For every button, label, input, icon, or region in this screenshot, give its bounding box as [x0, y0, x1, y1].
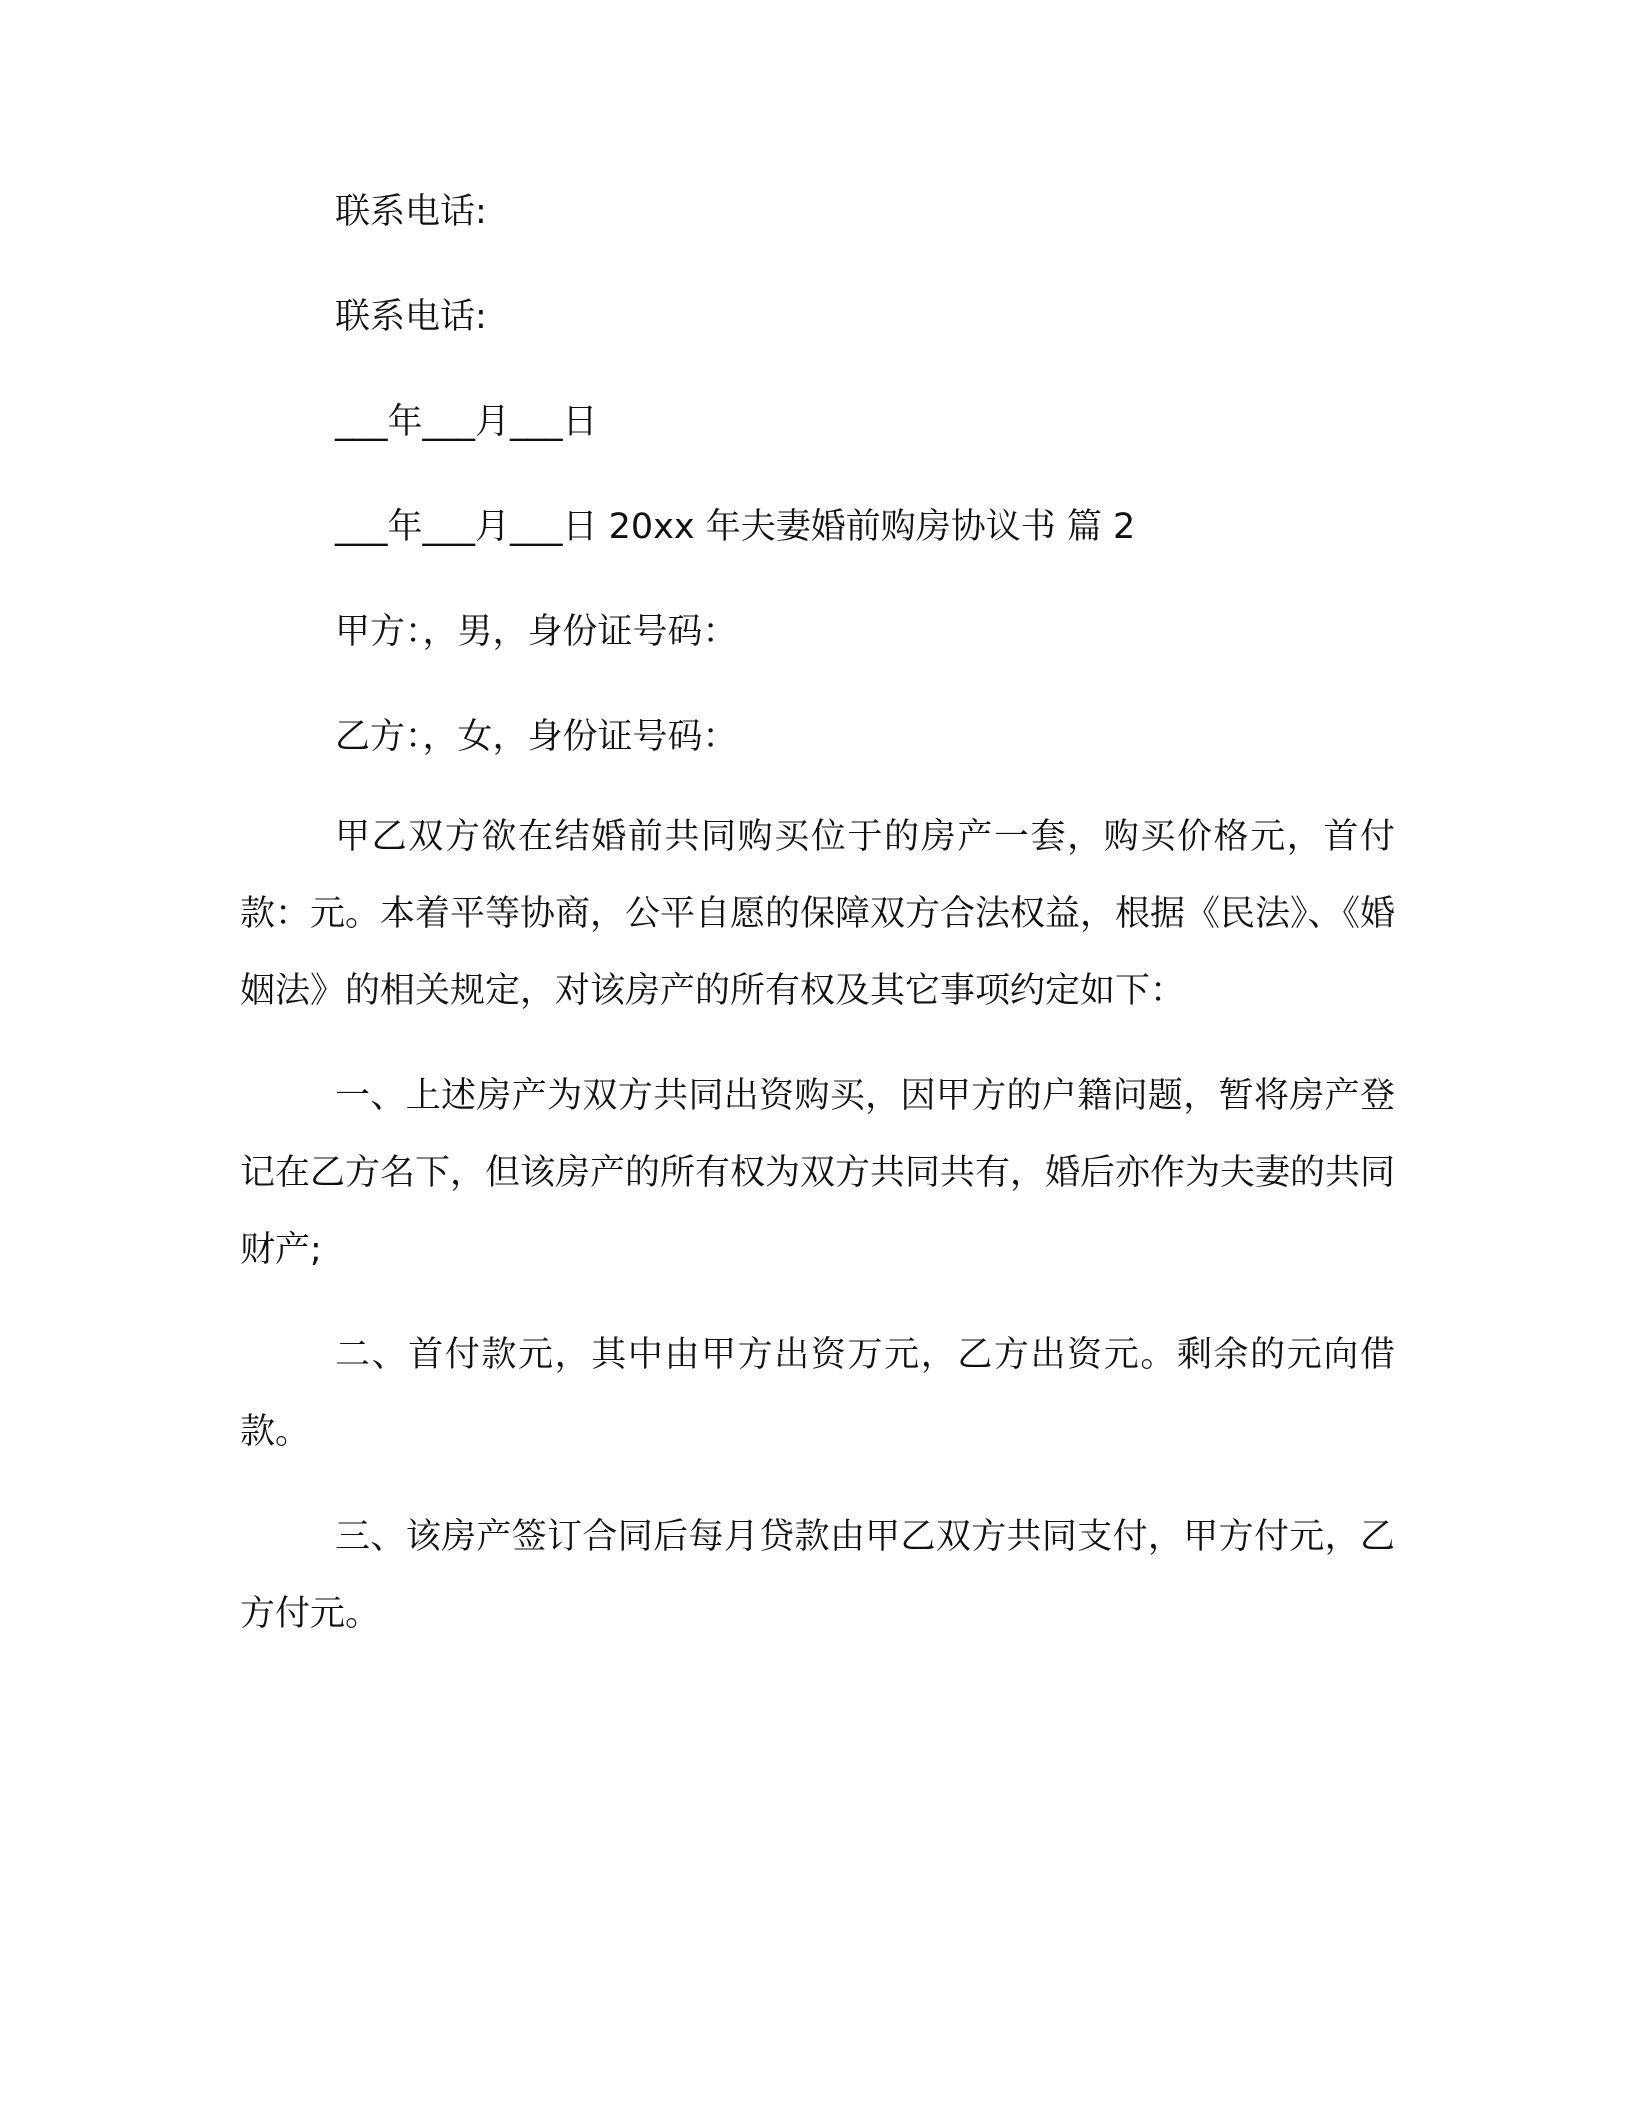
document-body — [240, 188, 1400, 1653]
party-a-line: 甲方：，男，身份证号码： — [335, 612, 738, 652]
date-line: ___年___月___日 — [335, 402, 598, 442]
clause-1-paragraph: 一、上述房产为双方共同出资购买，因甲方的户籍问题，暂将房产登记在乙方名下，但该房产的所有权为双方共同共有，婚后亦作为夫妻的共同财产; — [240, 1076, 1396, 1270]
agreement-intro-paragraph: 甲乙双方欲在结婚前共同购买位于的房产一套，购买价格元，首付款：元。本着平等协商，公平自愿的保障双方合法权益，根据《民法》、《婚姻法》的相关规定，对该房产的所有权及其它事项约定如下： — [240, 817, 1396, 1011]
contact-phone-line: 联系电话: — [335, 297, 487, 337]
party-b-line: 乙方：，女，身份证号码： — [335, 717, 738, 757]
clause-2-paragraph: 二、首付款元，其中由甲方出资万元，乙方出资元。剩余的元向借款。 — [240, 1335, 1395, 1452]
contact-phone-line: 联系电话: — [335, 192, 487, 232]
clause-3-paragraph: 三、该房产签订合同后每月贷款由甲乙双方共同支付，甲方付元，乙方付元。 — [240, 1517, 1395, 1634]
date-title-line: ___年___月___日 20xx 年夫妻婚前购房协议书 篇 2 — [335, 507, 1136, 547]
